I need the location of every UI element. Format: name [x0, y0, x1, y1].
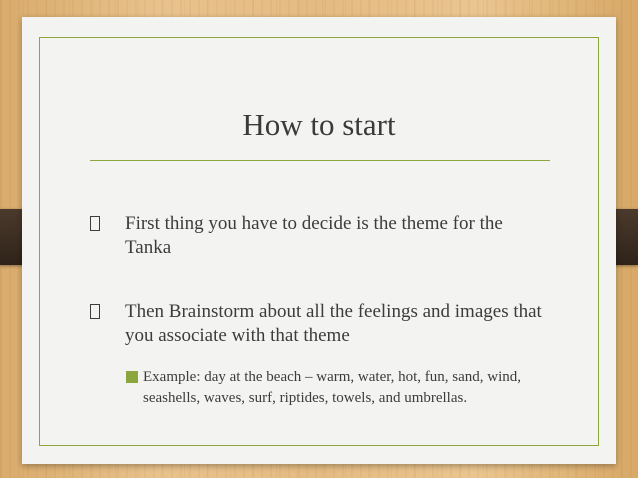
slide-paper	[22, 17, 616, 464]
bullet-item	[90, 300, 550, 348]
bullet-box-icon	[90, 216, 100, 231]
title-divider	[90, 160, 550, 161]
bullet-item	[90, 212, 550, 260]
sub-bullet-text: Example: day at the beach – warm, water, hot, fun, sand, wind, seashells, waves, surf, riptides, towels, and umbrellas.	[143, 369, 522, 406]
square-bullet-icon	[126, 371, 138, 383]
sub-bullet-item	[126, 367, 566, 409]
bullet-text: Then Brainstorm about all the feelings and images that you associate with that theme	[125, 301, 542, 346]
slide-title: How to start	[242, 107, 396, 142]
bullet-text: First thing you have to decide is the theme for the Tanka	[125, 213, 503, 258]
bullet-box-icon	[90, 304, 100, 319]
